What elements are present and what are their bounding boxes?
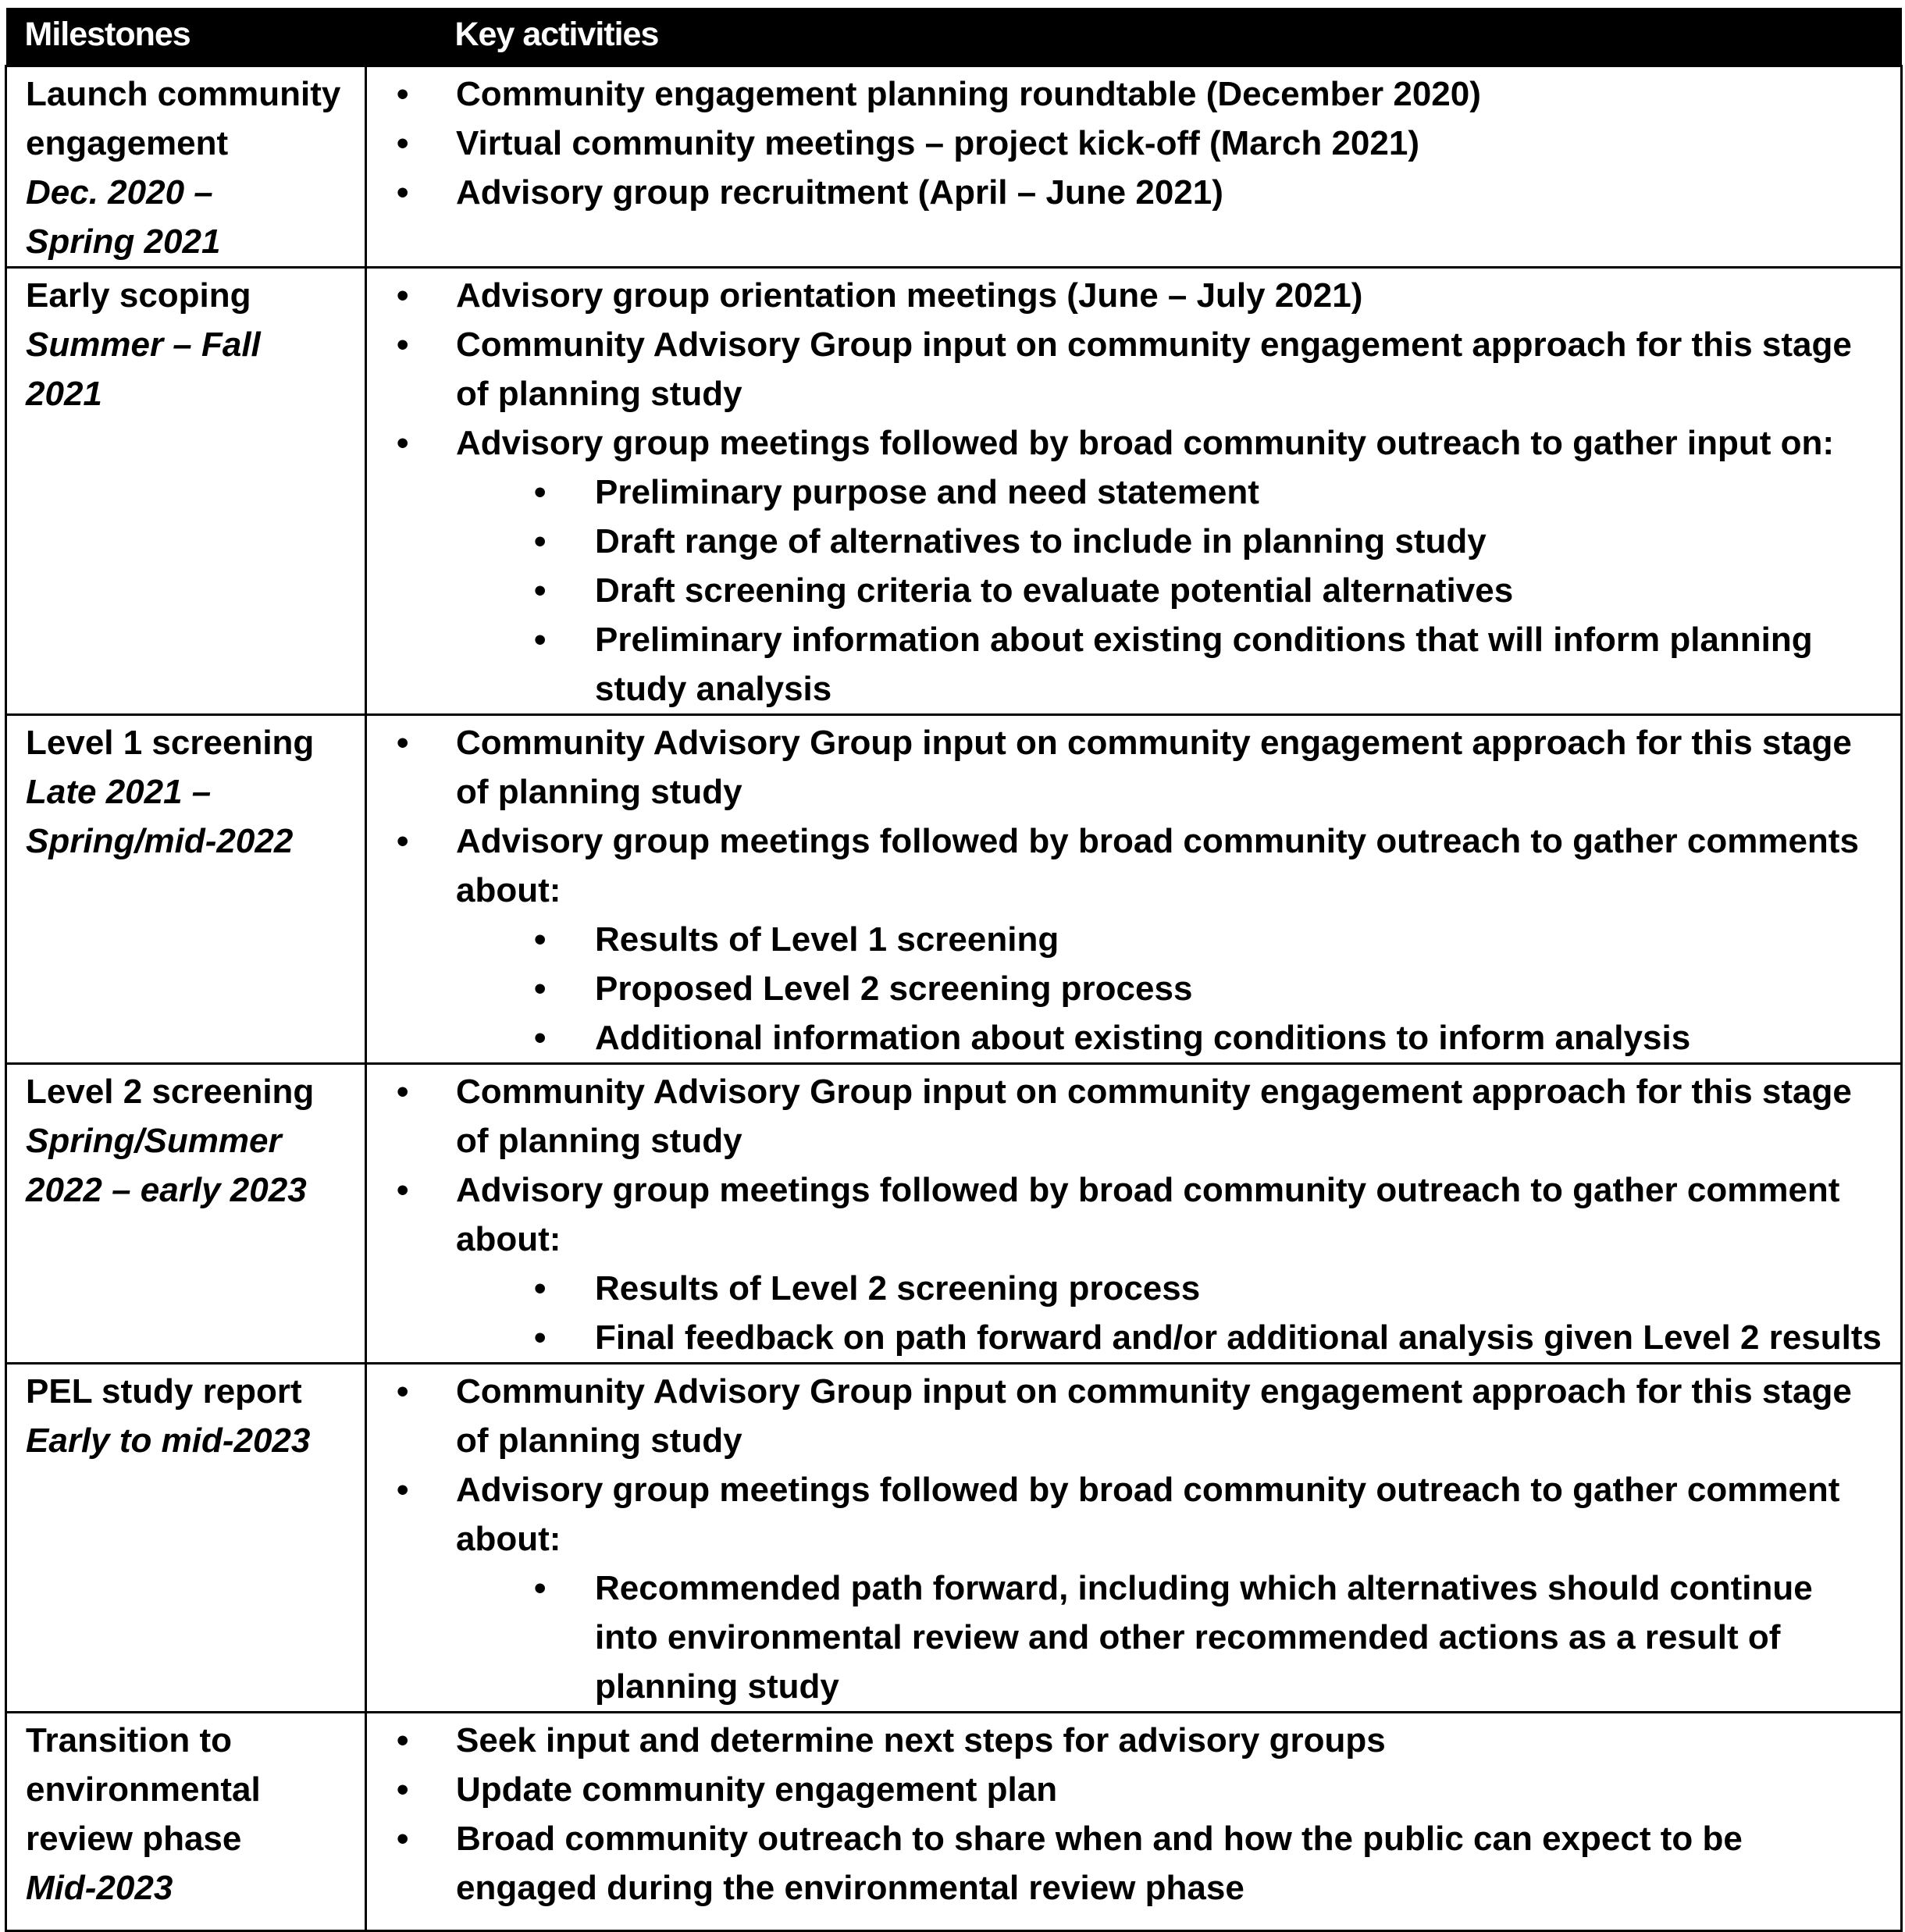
- activity-subitem: • Proposed Level 2 screening process: [595, 964, 1885, 1013]
- activity-subitem: • Recommended path forward, including which alternatives should continue into environmental review and other recommended actions as a result of planning study: [595, 1564, 1885, 1711]
- milestone-cell: [6, 714, 366, 1063]
- activity-text: Advisory group orientation meetings (June – July 2021): [456, 276, 1363, 315]
- table-row: [6, 267, 1902, 714]
- milestone-cell: [6, 1712, 366, 1930]
- activity-text: Virtual community meetings – project kick-off (March 2021): [456, 123, 1419, 162]
- activity-sublist: [456, 1264, 1885, 1362]
- milestone-date: 2021: [26, 374, 102, 413]
- activity-text: Community Advisory Group input on community engagement approach for this stage of planning study: [456, 1372, 1852, 1460]
- milestone-title: Launch community: [26, 74, 341, 113]
- activities-cell: [366, 1063, 1902, 1363]
- activity-subitem: • Results of Level 1 screening: [595, 915, 1885, 964]
- activities-cell: [366, 267, 1902, 714]
- activity-text: Advisory group meetings followed by broad community outreach to gather comment about:: [456, 1470, 1840, 1558]
- activity-subitem: • Preliminary purpose and need statement: [595, 468, 1885, 517]
- activity-subitem: • Results of Level 2 screening process: [595, 1264, 1885, 1313]
- table-row: [6, 714, 1902, 1063]
- activity-list: [456, 1716, 1885, 1912]
- activity-subitem: • Draft range of alternatives to include in planning study: [595, 517, 1885, 566]
- milestone-title: Level 1 screening: [26, 723, 315, 762]
- activities-cell: [366, 1363, 1902, 1712]
- activity-item: [456, 1067, 1885, 1165]
- header-milestones: Milestones: [6, 8, 366, 66]
- activity-item: [456, 168, 1885, 217]
- milestone-cell: [6, 66, 366, 267]
- activity-item: [456, 320, 1885, 418]
- activity-text: Advisory group meetings followed by broad community outreach to gather comment about:: [456, 1170, 1840, 1258]
- activity-text: Community Advisory Group input on community engagement approach for this stage of planning study: [456, 723, 1852, 811]
- activity-sublist: [456, 1564, 1885, 1711]
- activity-text: Community engagement planning roundtable (December 2020): [456, 74, 1481, 113]
- table-row: [6, 66, 1902, 267]
- table-row: [6, 1363, 1902, 1712]
- table-row: [6, 1712, 1902, 1930]
- header-key-activities: Key activities: [366, 8, 1902, 66]
- activities-cell: [366, 714, 1902, 1063]
- activity-text: Update community engagement plan: [456, 1770, 1058, 1809]
- activities-cell: [366, 1712, 1902, 1930]
- milestone-date: 2022 – early 2023: [26, 1170, 307, 1209]
- activity-sublist: [456, 468, 1885, 713]
- activity-subitem: • Preliminary information about existing conditions that will inform planning study analysis: [595, 615, 1885, 713]
- activity-text: Advisory group meetings followed by broad community outreach to gather comments about:: [456, 821, 1859, 909]
- activity-text: Community Advisory Group input on community engagement approach for this stage of planning study: [456, 1072, 1852, 1160]
- milestones-table: [5, 8, 1903, 1932]
- activity-sublist: [456, 915, 1885, 1062]
- activity-list: [456, 718, 1885, 1062]
- activity-item: [456, 271, 1885, 320]
- activity-list: [456, 1367, 1885, 1711]
- milestone-cell: [6, 1363, 366, 1712]
- activity-list: [456, 69, 1885, 217]
- milestone-date: Late 2021 –: [26, 772, 212, 811]
- activity-text: Broad community outreach to share when and how the public can expect to be engaged during the environmental review phase: [456, 1819, 1743, 1907]
- milestone-date: Dec. 2020 –: [26, 173, 213, 212]
- milestone-date: Spring/mid-2022: [26, 821, 294, 860]
- milestone-title: Transition to: [26, 1720, 232, 1759]
- milestone-date: Spring/Summer: [26, 1121, 282, 1160]
- activity-item: [456, 1716, 1885, 1765]
- milestone-date: Summer – Fall: [26, 325, 261, 364]
- table-row: [6, 1063, 1902, 1363]
- activities-cell: [366, 66, 1902, 267]
- activity-item: [456, 1367, 1885, 1465]
- milestone-title: environmental: [26, 1770, 261, 1809]
- activity-item: [456, 1165, 1885, 1362]
- activity-item: [456, 1465, 1885, 1711]
- activity-text: Advisory group recruitment (April – June 2021): [456, 173, 1223, 212]
- activity-subitem: • Additional information about existing conditions to inform analysis: [595, 1013, 1885, 1062]
- milestone-title: PEL study report: [26, 1372, 302, 1411]
- activity-list: [456, 271, 1885, 713]
- milestone-title: Level 2 screening: [26, 1072, 315, 1111]
- table-body: [6, 66, 1902, 1930]
- activity-list: [456, 1067, 1885, 1362]
- activity-subitem: • Final feedback on path forward and/or additional analysis given Level 2 results: [595, 1313, 1885, 1362]
- milestone-title: engagement: [26, 123, 229, 162]
- milestone-date: Spring 2021: [26, 222, 221, 261]
- milestone-cell: [6, 1063, 366, 1363]
- activity-item: [456, 1814, 1885, 1912]
- milestone-title: Early scoping: [26, 276, 251, 315]
- activity-text: Advisory group meetings followed by broad community outreach to gather input on:: [456, 423, 1834, 462]
- activity-item: [456, 69, 1885, 119]
- milestone-date: Early to mid-2023: [26, 1421, 311, 1460]
- header-row: [6, 8, 1902, 66]
- activity-item: [456, 119, 1885, 168]
- milestone-date: Mid-2023: [26, 1868, 173, 1907]
- milestone-title: review phase: [26, 1819, 242, 1858]
- activity-item: [456, 1765, 1885, 1814]
- activity-item: [456, 817, 1885, 1062]
- activity-item: [456, 718, 1885, 817]
- activity-subitem: • Draft screening criteria to evaluate potential alternatives: [595, 566, 1885, 615]
- milestone-cell: [6, 267, 366, 714]
- activity-text: Community Advisory Group input on community engagement approach for this stage of planning study: [456, 325, 1852, 413]
- activity-text: Seek input and determine next steps for advisory groups: [456, 1720, 1386, 1759]
- activity-item: [456, 418, 1885, 713]
